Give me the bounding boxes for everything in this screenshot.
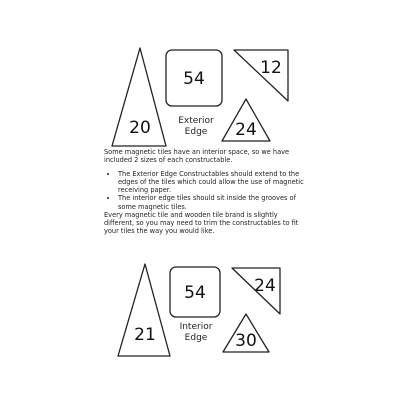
footer-paragraph: Every magnetic tile and wooden tile brand is slightly different, so you may need to trim the constructables to fit your tiles the way you would like. (104, 210, 299, 235)
instructions-text (104, 148, 304, 235)
exterior-tall-triangle-label: 20 (129, 118, 151, 138)
instructions-list (104, 170, 304, 210)
exterior-caption-line2: Edge (184, 127, 208, 137)
interior-caption (168, 322, 224, 344)
interior-square-label: 54 (184, 283, 206, 303)
interior-caption-line1: Interior (179, 322, 213, 332)
interior-right-triangle-label: 24 (254, 276, 276, 296)
exterior-right-triangle-label: 12 (260, 58, 282, 78)
interior-caption-line2: Edge (184, 333, 208, 343)
exterior-caption (168, 116, 224, 138)
bullet-interior: • The interior edge tiles should sit inside the grooves of some magnetic tiles. (118, 194, 304, 210)
bullet-exterior: • The Exterior Edge Constructables should extend to the edges of the tiles which could allow the use of magnetic receiving paper. (118, 170, 304, 194)
interior-small-triangle-label: 30 (235, 331, 257, 351)
interior-tall-triangle-label: 21 (134, 325, 156, 345)
exterior-small-triangle-label: 24 (235, 120, 257, 140)
exterior-caption-line1: Exterior (178, 116, 214, 126)
intro-paragraph: Some magnetic tiles have an interior space, so we have included 2 sizes of each constructable. (104, 148, 290, 165)
exterior-square-label: 54 (183, 69, 205, 89)
